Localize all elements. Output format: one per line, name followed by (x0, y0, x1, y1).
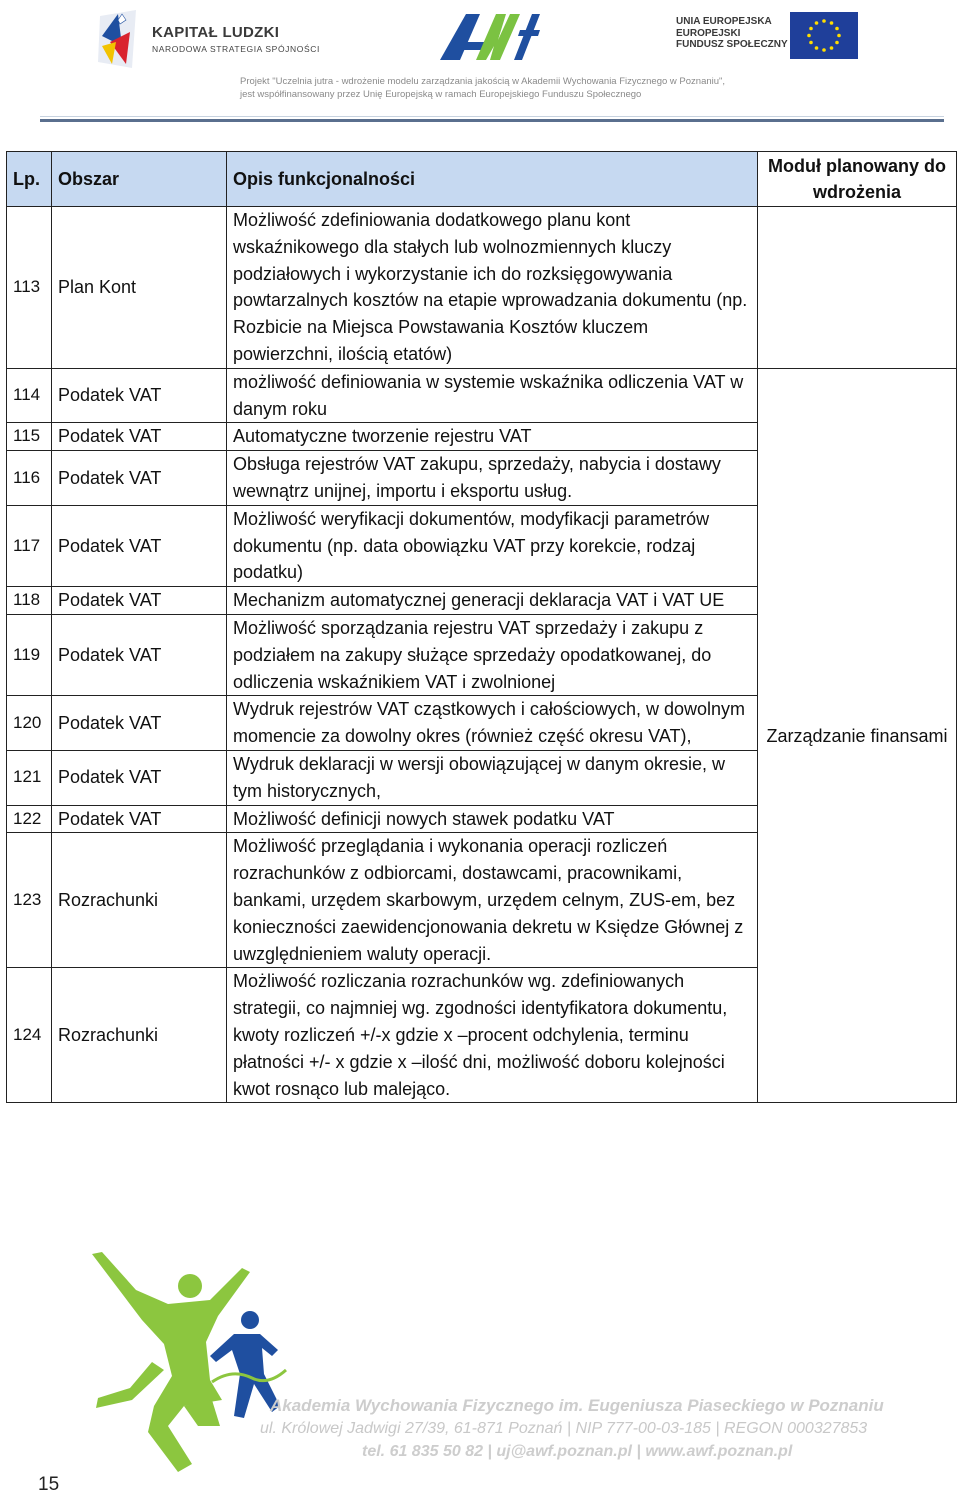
row-area: Podatek VAT (52, 451, 227, 506)
row-desc: Możliwość weryfikacji dokumentów, modyfikacji parametrów dokumentu (np. data obowiązku VAT przy korekcie, rodzaj podatku) (227, 505, 758, 586)
header-module: Moduł planowany do wdrożenia (758, 152, 957, 207)
project-note (240, 75, 760, 101)
row-desc: Możliwość rozliczania rozrachunków wg. zdefiniowanych strategii, co najmniej wg. zgodności identyfikatora dokumentu, kwoty rozliczeń +/-x gdzie x –procent odchylenia, terminu płatności +/- x gdzie x –ilość dni, możliwość doboru kolejności kwot rosnąco lub malejąco. (227, 968, 758, 1103)
project-note-line-2: jest współfinansowany przez Unię Europejską w ramach Europejskiego Funduszu Społecznego (240, 89, 642, 100)
row-area: Rozrachunki (52, 833, 227, 968)
eu-flag-icon (790, 12, 858, 59)
table-header-row (7, 152, 957, 207)
row-lp: 120 (7, 696, 52, 751)
row-lp: 116 (7, 451, 52, 506)
row-area: Plan Kont (52, 207, 227, 369)
row-desc: Możliwość zdefiniowania dodatkowego planu kont wskaźnikowego dla stałych lub wolnozmiennych kluczy podziałowych i wykorzystanie ich do rozksięgowywania powtarzalnych kosztów na etapie wprowadzania dokumentu (np. Rozbicie na Miejsca Powstawania Kosztów kluczem powierzchni, ilością etatów) (227, 207, 758, 369)
row-area: Podatek VAT (52, 423, 227, 451)
kapital-ludzki-title: KAPITAŁ LUDZKI (152, 24, 280, 41)
footer-address: ul. Królowej Jadwigi 27/39, 61-871 Poznań | NIP 777-00-03-185 | REGON 000327853 (260, 1420, 868, 1437)
ue-text (676, 16, 788, 51)
row-area: Podatek VAT (52, 505, 227, 586)
row-lp: 123 (7, 833, 52, 968)
header-divider-thick (40, 119, 944, 122)
module-cell: Zarządzanie finansami (758, 368, 957, 1103)
row-lp: 113 (7, 207, 52, 369)
row-lp: 119 (7, 614, 52, 695)
functionality-table (6, 151, 957, 1103)
project-note-line-1: Projekt "Uczelnia jutra - wdrożenie modelu zarządzania jakością w Akademii Wychowania Fizycznego w Poznaniu", (240, 76, 726, 87)
row-lp: 114 (7, 368, 52, 423)
row-desc: Możliwość definicji nowych stawek podatku VAT (227, 805, 758, 833)
row-desc: Mechanizm automatycznej generacji deklaracja VAT i VAT UE (227, 587, 758, 615)
row-area: Podatek VAT (52, 750, 227, 805)
awf-logo (436, 10, 540, 62)
ue-line-2: EUROPEJSKI (676, 27, 741, 39)
row-area: Podatek VAT (52, 696, 227, 751)
kapital-ludzki-subtitle: NARODOWA STRATEGIA SPÓJNOŚCI (152, 44, 320, 54)
ue-line-3: FUNDUSZ SPOŁECZNY (676, 39, 788, 50)
row-desc: Obsługa rejestrów VAT zakupu, sprzedaży, nabycia i dostawy wewnątrz unijnej, importu i eksportu usług. (227, 451, 758, 506)
row-desc: Wydruk deklaracji w wersji obowiązującej w danym okresie, w tym historycznych, (227, 750, 758, 805)
row-module-empty (758, 207, 957, 369)
footer-institution: Akademia Wychowania Fizycznego im. Eugeniusza Piaseckiego w Poznaniu (270, 1396, 884, 1415)
row-area: Podatek VAT (52, 587, 227, 615)
row-lp: 117 (7, 505, 52, 586)
row-area: Rozrachunki (52, 968, 227, 1103)
header-divider-thin (40, 116, 944, 117)
row-lp: 122 (7, 805, 52, 833)
page-number: 15 (38, 1474, 60, 1495)
header-desc: Opis funkcjonalności (227, 152, 758, 207)
row-lp: 118 (7, 587, 52, 615)
row-desc: Możliwość przeglądania i wykonania operacji rozliczeń rozrachunków z odbiorcami, dostawcami, pracownikami, bankami, urzędem skarbowym, urzędem celnym, ZUS-em, bez konieczności zaewidencjonowania dekretu w Księdze Głównej z uwzględnieniem waluty operacji. (227, 833, 758, 968)
header-lp: Lp. (7, 152, 52, 207)
table-row (7, 368, 957, 423)
row-area: Podatek VAT (52, 614, 227, 695)
row-desc: Automatyczne tworzenie rejestru VAT (227, 423, 758, 451)
row-area: Podatek VAT (52, 805, 227, 833)
row-lp: 124 (7, 968, 52, 1103)
row-desc: Możliwość sporządzania rejestru VAT sprzedaży i zakupu z podziałem na zakupy służące sprzedaży opodatkowanej, do odliczenia wskaźnikiem VAT i zwolnionej (227, 614, 758, 695)
table-row (7, 207, 957, 369)
ue-line-1: UNIA EUROPEJSKA (676, 16, 772, 27)
footer-contact: tel. 61 835 50 82 | uj@awf.poznan.pl | www.awf.poznan.pl (362, 1443, 793, 1460)
row-area: Podatek VAT (52, 368, 227, 423)
runner-logo (72, 1250, 302, 1480)
header-area: Obszar (52, 152, 227, 207)
row-lp: 115 (7, 423, 52, 451)
row-lp: 121 (7, 750, 52, 805)
row-desc: możliwość definiowania w systemie wskaźnika odliczenia VAT w danym roku (227, 368, 758, 423)
row-desc: Wydruk rejestrów VAT cząstkowych i całościowych, w dowolnym momencie za dowolny okres (również część okresu VAT), (227, 696, 758, 751)
